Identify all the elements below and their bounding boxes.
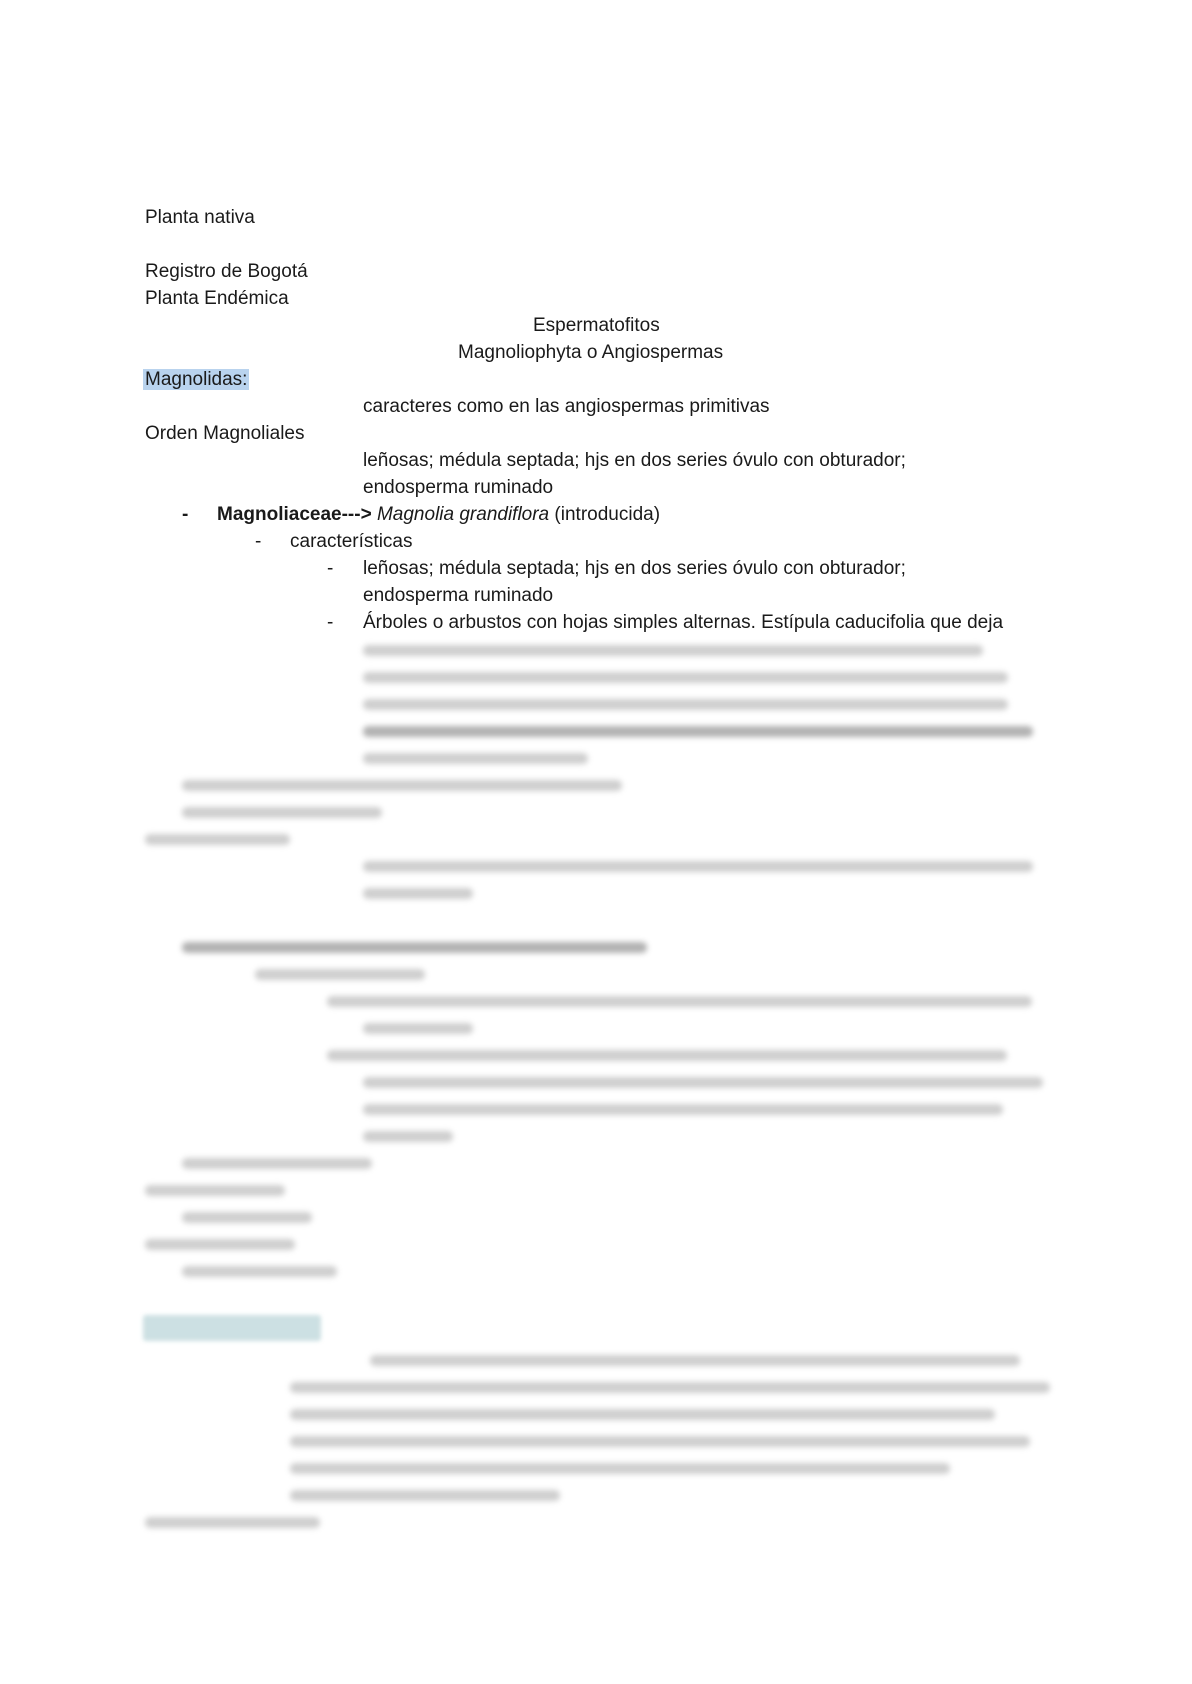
- family-dash: -: [182, 504, 189, 525]
- item-dash-2: -: [327, 612, 334, 633]
- item-1-line-1: leñosas; médula septada; hjs en dos series óvulo con obturador;: [363, 558, 906, 579]
- blurred-text-line: [363, 753, 588, 764]
- blurred-text-line: [370, 1355, 1020, 1366]
- magnolidas-label: Magnolidas:: [145, 369, 248, 390]
- blurred-text-line: [290, 1436, 1030, 1447]
- blurred-text-line: [363, 645, 983, 656]
- blurred-text-line: [363, 699, 1008, 710]
- item-dash-1: -: [327, 558, 334, 579]
- planta-endemica-line: Planta Endémica: [145, 288, 289, 309]
- blurred-text-line: [290, 1409, 995, 1420]
- blurred-text-line: [145, 834, 290, 845]
- blurred-text-line: [182, 807, 382, 818]
- family-note: (introducida): [554, 504, 661, 525]
- blurred-text-line: [255, 969, 425, 980]
- family-name: Magnoliaceae--->: [217, 504, 372, 525]
- caracteristicas-label: características: [290, 531, 413, 552]
- blurred-text-line: [327, 996, 1032, 1007]
- blurred-text-line: [363, 861, 1033, 872]
- item-1-line-2: endosperma ruminado: [363, 585, 554, 606]
- family-species: Magnolia grandiflora: [376, 504, 550, 525]
- blurred-text-line: [182, 1266, 337, 1277]
- blurred-text-line: [145, 1517, 320, 1528]
- caracteres-line: caracteres como en las angiospermas primitivas: [363, 396, 770, 417]
- magnolidas-heading: [143, 366, 249, 393]
- item-2-line-1: Árboles o arbustos con hojas simples alternas. Estípula caducifolia que deja: [363, 612, 1004, 633]
- blurred-text-line: [363, 672, 1008, 683]
- blurred-text-line: [145, 1185, 285, 1196]
- registro-line: Registro de Bogotá: [145, 261, 308, 282]
- blurred-text-line: [145, 1239, 295, 1250]
- blurred-text-line: [182, 1158, 372, 1169]
- orden-desc-line-2: endosperma ruminado: [363, 477, 554, 498]
- blurred-text-line: [182, 1212, 312, 1223]
- blurred-text-line: [182, 780, 622, 791]
- family-line: [217, 501, 660, 528]
- section-subtitle: Magnoliophyta o Angiospermas: [458, 342, 724, 363]
- blurred-text-line: [363, 888, 473, 899]
- blurred-text-line: [290, 1490, 560, 1501]
- sub-dash: -: [255, 531, 262, 552]
- blurred-text-line: [327, 1050, 1007, 1061]
- orden-magnoliales: Orden Magnoliales: [145, 423, 305, 444]
- section-title: Espermatofitos: [533, 315, 660, 336]
- blurred-text-line: [363, 726, 1033, 737]
- blurred-text-line: [363, 1104, 1003, 1115]
- blurred-text-line: [363, 1077, 1043, 1088]
- blurred-text-line: [363, 1131, 453, 1142]
- orden-desc-line-1: leñosas; médula septada; hjs en dos series óvulo con obturador;: [363, 450, 906, 471]
- blurred-text-line: [290, 1463, 950, 1474]
- blurred-highlighted-heading: [143, 1315, 321, 1341]
- blurred-text-line: [182, 942, 647, 953]
- blurred-text-line: [290, 1382, 1050, 1393]
- blurred-text-line: [363, 1023, 473, 1034]
- planta-nativa-line: Planta nativa: [145, 207, 255, 228]
